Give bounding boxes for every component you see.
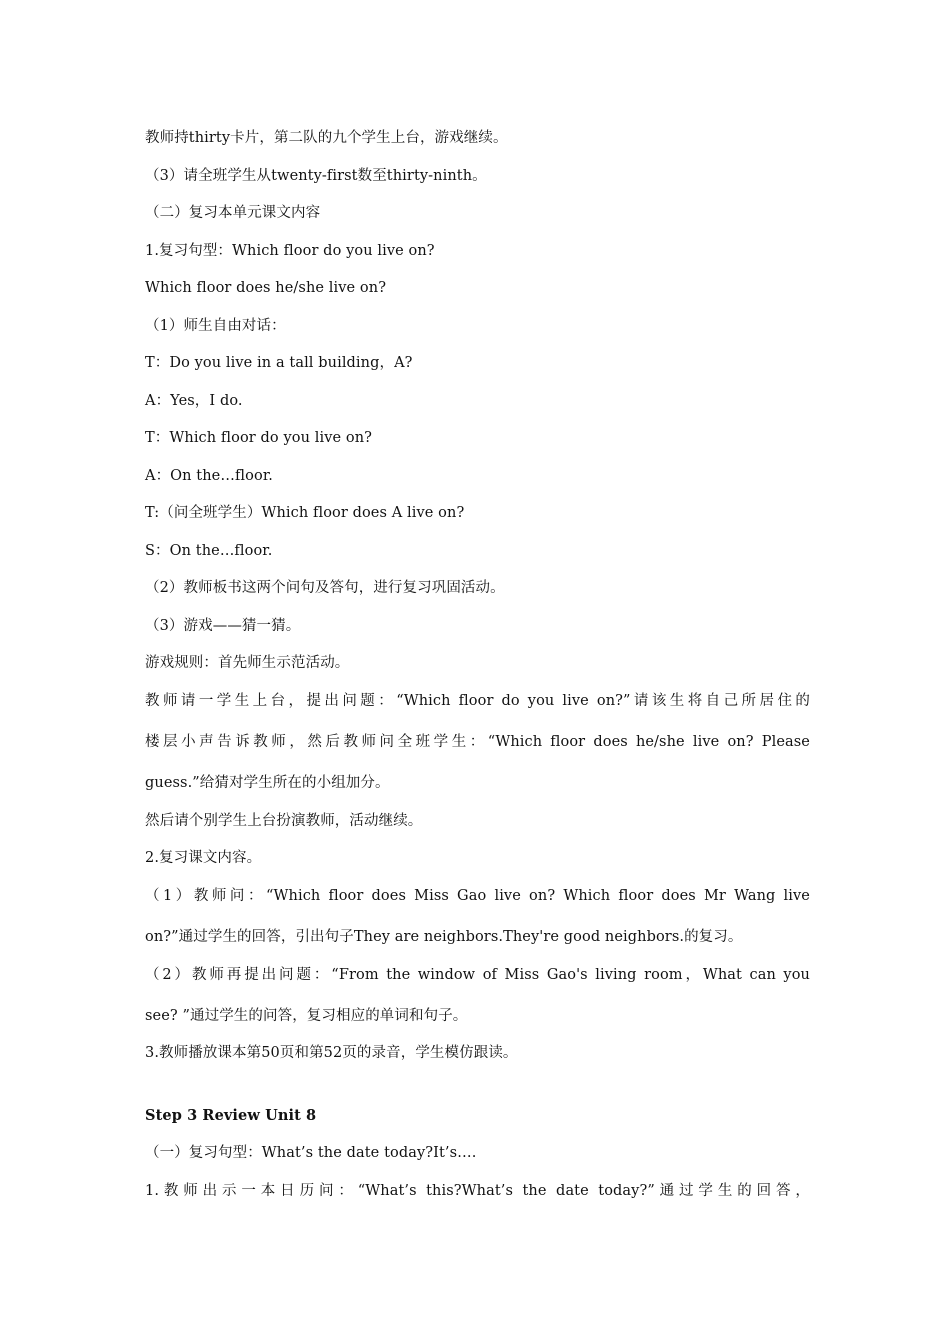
- text-line-19: 然后请个别学生上台扮演教师，活动继续。: [145, 813, 423, 829]
- dialogue-line-3: T：Which floor do you live on?: [145, 430, 373, 446]
- text-line-20: 2.复习课文内容。: [145, 850, 262, 866]
- text-line-17: 楼层小声告诉教师，然后教师问全班学生：“Which floor does he/she live on? Please: [145, 734, 810, 750]
- dialogue-line-5: T:（问全班学生）Which floor does A live on?: [145, 505, 465, 521]
- dialogue-line-2: A：Yes，I do.: [145, 393, 243, 409]
- dialogue-line-4: A：On the…floor.: [145, 468, 273, 484]
- text-line-18: guess.”给猜对学生所在的小组加分。: [145, 775, 390, 791]
- text-line-23: （2）教师再提出问题：“From the window of Miss Gao's living room，What can you: [145, 967, 810, 983]
- text-line-22: on?”通过学生的回答，引出句子They are neighbors.They're good neighbors.的复习。: [145, 929, 743, 945]
- text-line-2: （3）请全班学生从twenty-first数至thirty-ninth。: [145, 168, 487, 184]
- dialogue-line-1: T：Do you live in a tall building，A?: [145, 355, 413, 371]
- text-line-16: 教师请一学生上台，提出问题：“Which floor do you live on?”请该生将自己所居住的: [145, 693, 810, 709]
- text-line-21: （1）教师问：“Which floor does Miss Gao live on? Which floor does Mr Wang live: [145, 888, 810, 904]
- text-line-25: 3.教师播放课本第50页和第52页的录音，学生模仿跟读。: [145, 1045, 518, 1061]
- text-line-15: 游戏规则：首先师生示范活动。: [145, 655, 350, 671]
- text-line-14: （3）游戏——猜一猜。: [145, 618, 301, 634]
- text-line-6: （1）师生自由对话：: [145, 318, 286, 334]
- text-line-5: Which floor does he/she live on?: [145, 280, 387, 296]
- text-line-4: 1.复习句型：Which floor do you live on?: [145, 243, 435, 259]
- dialogue-line-6: S：On the…floor.: [145, 543, 273, 559]
- step-3-heading: Step 3 Review Unit 8: [145, 1107, 317, 1124]
- section-heading-review-unit-content: （二）复习本单元课文内容: [145, 205, 321, 221]
- text-line-1: 教师持thirty卡片，第二队的九个学生上台，游戏继续。: [145, 130, 508, 146]
- text-line-27: （一）复习句型：What’s the date today?It’s….: [145, 1145, 477, 1161]
- text-line-28: 1.教师出示一本日历问：“What’s this?What’s the date today?”通过学生的回答，: [145, 1183, 810, 1199]
- text-line-13: （2）教师板书这两个问句及答句，进行复习巩固活动。: [145, 580, 505, 596]
- text-line-24: see? ”通过学生的问答，复习相应的单词和句子。: [145, 1008, 468, 1024]
